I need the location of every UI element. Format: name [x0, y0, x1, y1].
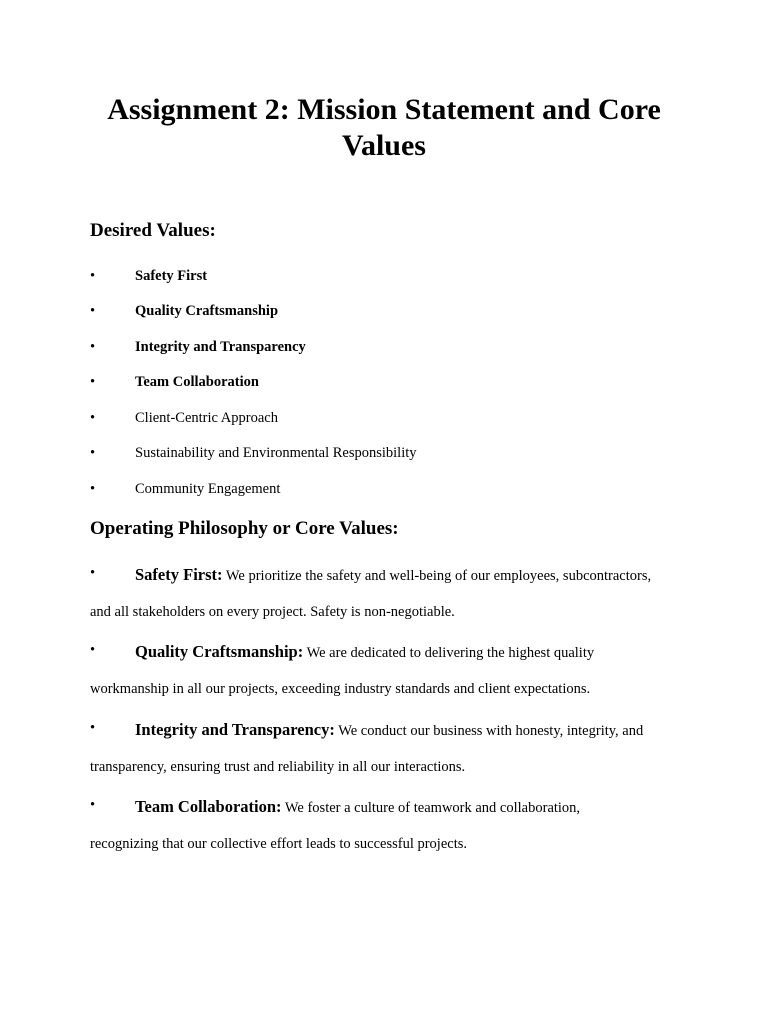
document-title: Assignment 2: Mission Statement and Core Values [107, 93, 661, 162]
core-value-continuation: transparency, ensuring trust and reliability in all our interactions. [90, 759, 466, 775]
desired-value-label: Client-Centric Approach [135, 410, 278, 426]
bullet: • [90, 797, 96, 813]
core-value-first-line [135, 797, 580, 817]
core-value-term: Team Collaboration: [135, 797, 282, 816]
bullet: • [90, 720, 96, 736]
core-value-term: Quality Craftsmanship: [135, 642, 304, 661]
desired-value-label: Sustainability and Environmental Responsibility [135, 445, 417, 461]
bullet: • [90, 410, 96, 426]
desired-value-label: Quality Craftsmanship [135, 303, 279, 319]
core-value-text: We are dedicated to delivering the highest quality [303, 645, 595, 661]
desired-values-heading: Desired Values: [90, 220, 216, 241]
desired-value-label: Integrity and Transparency [135, 339, 306, 355]
core-value-term: Integrity and Transparency: [135, 720, 335, 739]
core-value-term: Safety First: [135, 565, 223, 584]
core-value-text: We prioritize the safety and well-being of our employees, subcontractors, [222, 568, 652, 584]
core-value-continuation: and all stakeholders on every project. Safety is non-negotiable. [90, 604, 455, 620]
bullet: • [90, 481, 96, 497]
desired-value-label: Team Collaboration [135, 374, 259, 390]
bullet: • [90, 565, 96, 581]
core-value-continuation: workmanship in all our projects, exceeding industry standards and client expectations. [90, 681, 591, 697]
core-value-continuation: recognizing that our collective effort leads to successful projects. [90, 836, 467, 852]
core-value-first-line [135, 720, 643, 740]
bullet: • [90, 339, 96, 355]
bullet: • [90, 374, 96, 390]
desired-value-label: Safety First [135, 268, 208, 284]
bullet: • [90, 268, 96, 284]
bullet: • [90, 303, 96, 319]
core-value-first-line [135, 642, 594, 662]
desired-value-label: Community Engagement [135, 481, 281, 497]
core-value-text: We foster a culture of teamwork and collaboration, [281, 800, 581, 816]
bullet: • [90, 642, 96, 658]
bullet: • [90, 445, 96, 461]
core-value-text: We conduct our business with honesty, integrity, and [334, 723, 644, 739]
core-value-first-line [135, 565, 651, 585]
core-values-heading: Operating Philosophy or Core Values: [90, 518, 399, 539]
